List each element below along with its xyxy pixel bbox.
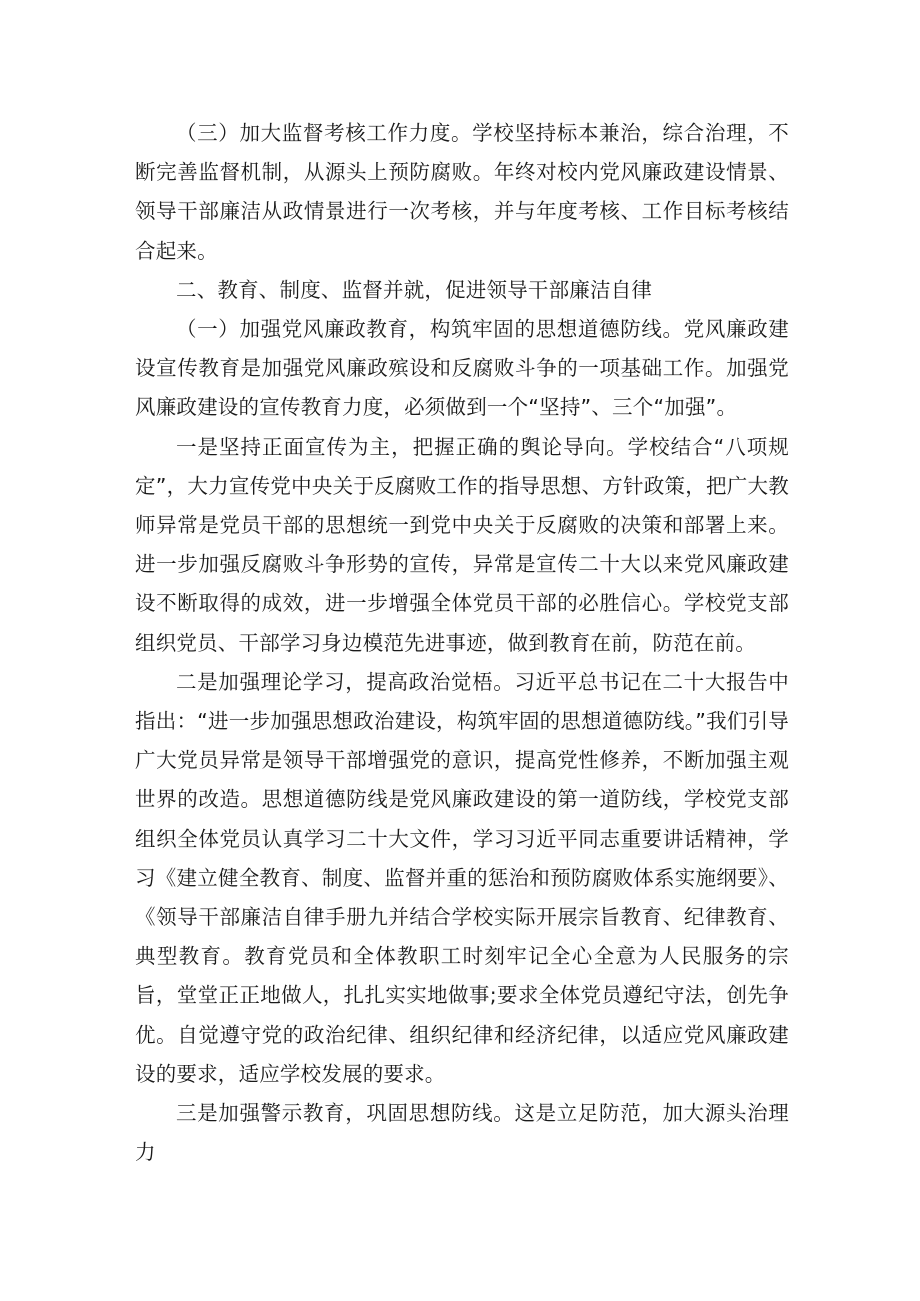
section-heading-education-system-supervision: 二、教育、制度、监督并就，促进领导干部廉洁自律 (176, 277, 653, 302)
paragraph-positive-publicity: 一是坚持正面宣传为主，把握正确的舆论导向。学校结合“八项规定”，大力宣传党中央关于反腐败工作的指导思想、方针政策，把广大教师异常是党员干部的思想统一到党中央关于反腐败的决策和部署上来。进一步加强反腐败斗争形势的宣传，异常是宣传二十大以来党风廉政建设不断取得的成效，进一步增强全体党员干部的必胜信心。学校党支部组织党员、干部学习身边模范先进事迹，做到教育在前，防范在前。 (135, 434, 789, 655)
paragraph-strengthen-education: （一）加强党风廉政教育，构筑牢固的思想道德防线。党风廉政建设宣传教育是加强党风廉政殡设和反腐败斗争的一项基础工作。加强党风廉政建设的宣传教育力度，必须做到一个“坚持”、三个“加强”。 (135, 317, 789, 420)
paragraph-theory-study: 二是加强理论学习，提高政治觉梧。习近平总书记在二十大报告中指出：“进一步加强思想政治建设，构筑牢固的思想道德防线。”我们引导广大党员异常是领导干部增强党的意识，提高党性修养，不断加强主观世界的改造。思想道德防线是党风廉政建设的第一道防线，学校党支部组织全体党员认真学习二十大文件，学习习近平同志重要讲话精神，学习《建立健全教育、制度、监督并重的惩治和预防腐败体系实施纲要》、《领导干部廉洁自律手册九并结合学校实际开展宗旨教育、纪律教育、典型教育。教育党员和全体教职工时刻牢记全心全意为人民服务的宗旨，堂堂正正地做人，扎扎实实地做事;要求全体党员遵纪守法，创先争优。自觉遵守党的政治纪律、组织纪律和经济纪律，以适应党风廉政建设的要求，适应学校发展的要求。 (135, 669, 789, 1086)
paragraph-supervision-assessment: （三）加大监督考核工作力度。学校坚持标本兼治，综合治理，不断完善监督机制，从源头上预防腐败。年终对校内党风廉政建设情景、领导干部廉洁从政情景进行一次考核，并与年度考核、工作目标考核结合起来。 (135, 121, 789, 263)
document-body (135, 114, 789, 1172)
paragraph-warning-education: 三是加强警示教育，巩固思想防线。这是立足防范，加大源头治理力 (135, 1101, 789, 1165)
